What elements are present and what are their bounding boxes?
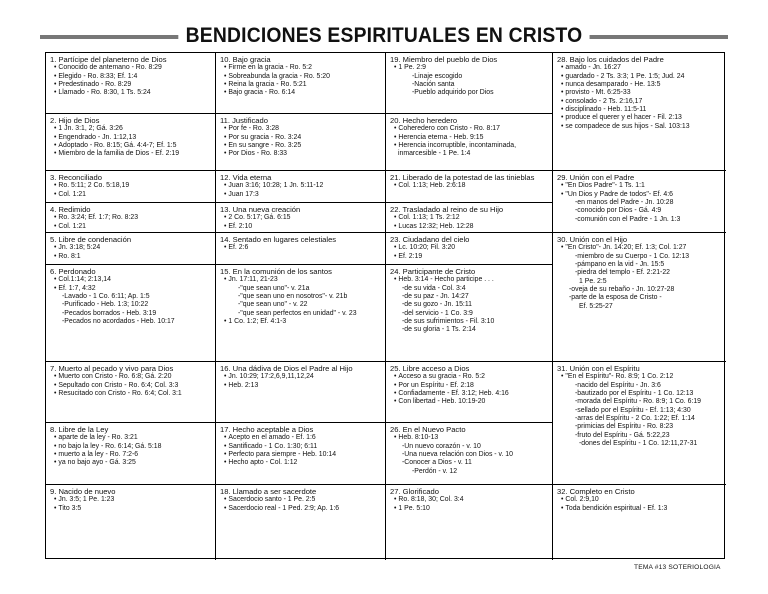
- reference-line: • 2 Co. 5:17; Gá. 6:15: [220, 214, 382, 222]
- reference-line: • Col. 2:9,10: [557, 496, 723, 504]
- blessing-cell: [553, 362, 726, 485]
- reference-line: • Predestinado - Ro. 8:29: [50, 81, 212, 89]
- reference-line: • Acepto en el amado - Ef. 1:6: [220, 434, 382, 442]
- reference-line: • nunca desamparado - He. 13:5: [557, 81, 723, 89]
- blessing-cell: [553, 233, 726, 362]
- blessing-cell: [386, 171, 553, 203]
- blessing-cell: [216, 485, 386, 560]
- reference-line: • Firme en la gracia - Ro. 5:2: [220, 64, 382, 72]
- blessing-title: 19. Miembro del pueblo de Dios: [390, 55, 498, 64]
- reference-line: -bautizado por el Espíritu - 1 Co. 12:13: [575, 389, 694, 397]
- blessing-cell: [386, 362, 553, 423]
- blessing-cell: [216, 53, 386, 114]
- reference-line: • Adoptado - Ro. 8:15; Gá. 4:4-7; Ef. 1:5: [50, 142, 212, 150]
- reference-line: • 1 Pe. 5:10: [390, 505, 549, 513]
- reference-line: -Conocer a Dios - v. 11: [402, 459, 472, 467]
- blessing-title: 24. Participante de Cristo: [390, 267, 476, 276]
- blessing-title: 27. Glorificado: [390, 487, 439, 496]
- blessing-cell: [216, 362, 386, 423]
- blessing-title: 2. Hijo de Dios: [50, 116, 100, 125]
- blessing-title: 20. Hecho heredero: [390, 116, 458, 125]
- reference-line: • "En Dios Padre"- 1 Ts. 1:1: [557, 182, 723, 190]
- reference-line: • Toda bendición espiritual - Ef. 1:3: [557, 505, 723, 513]
- reference-line: • Santificado - 1 Co. 1:30; 6:11: [220, 443, 382, 451]
- blessing-cell: [46, 53, 216, 114]
- blessing-title: 5. Libre de condenación: [50, 235, 132, 244]
- reference-line: -Un nuevo corazón - v. 10: [402, 442, 481, 450]
- blessing-title: 18. Llamado a ser sacerdote: [220, 487, 317, 496]
- reference-line: -Una nueva relación con Dios - v. 10: [402, 450, 513, 458]
- blessing-title: 8. Libre de la Ley: [50, 425, 109, 434]
- reference-line: • Llamado - Ro. 8:30, 1 Ts. 5:24: [50, 89, 212, 97]
- reference-line: • consolado - 2 Ts. 2:16,17: [557, 98, 723, 106]
- reference-line: -Lavado - 1 Co. 6:11; Ap. 1:5: [62, 292, 150, 300]
- blessing-cell: [553, 171, 726, 233]
- blessing-cell: [216, 203, 386, 233]
- reference-line: • Col.1:14; 2:13,14: [50, 276, 212, 284]
- reference-line: • Col. 1:21: [50, 191, 212, 199]
- blessing-cell: [216, 265, 386, 362]
- reference-line: • se compadece de sus hijos - Sal. 103:13: [557, 123, 723, 131]
- reference-line: • Bajo gracia - Ro. 6:14: [220, 89, 382, 97]
- reference-line: -de sus sufrimientos - Fil. 3:10: [402, 317, 495, 325]
- blessing-title: 25. Libre acceso a Dios: [390, 364, 470, 373]
- blessing-cell: [386, 265, 553, 362]
- blessing-title: 23. Ciudadano del cielo: [390, 235, 470, 244]
- reference-line: • Tito 3:5: [50, 505, 212, 513]
- reference-line: • Jn. 17:11, 21-23: [220, 276, 382, 284]
- reference-line: -Pecados borrados - Heb. 3:19: [62, 309, 157, 317]
- blessing-title: 10. Bajo gracia: [220, 55, 271, 64]
- blessing-title: 14. Sentado en lugares celestiales: [220, 235, 337, 244]
- reference-line: • Resucitado con Cristo - Ro. 6:4; Col. 3:1: [50, 390, 212, 398]
- reference-line: -"que sean perfectos en unidad" - v. 23: [238, 309, 357, 317]
- blessing-cell: [386, 233, 553, 265]
- blessing-cell: [46, 171, 216, 203]
- blessing-title: 22. Trasladado al reino de su Hijo: [390, 205, 504, 214]
- page-title: BENDICIONES ESPIRITUALES EN CRISTO: [178, 24, 589, 48]
- reference-line: • Sacerdocio real - 1 Ped. 2:9; Ap. 1:6: [220, 505, 382, 513]
- reference-line: • 1 Co. 1:2; Ef. 4:1-3: [220, 318, 382, 326]
- reference-line: • 1 Pe. 2:9: [390, 64, 549, 72]
- reference-line: -de su paz - Jn. 14:27: [402, 292, 469, 300]
- reference-line: • Ro. 5:11; 2 Co. 5:18,19: [50, 182, 212, 190]
- reference-line: -pámpano en la vid - Jn. 15:5: [575, 260, 665, 268]
- blessing-cell: [46, 485, 216, 560]
- reference-line: • no bajo la ley - Ro. 6:14; Gá. 5:18: [50, 443, 212, 451]
- reference-line: Ef. 5:25-27: [579, 302, 613, 310]
- blessing-cell: [386, 423, 553, 485]
- blessing-title: 15. En la comunión de los santos: [220, 267, 332, 276]
- reference-line: • Juan 17:3: [220, 191, 382, 199]
- reference-line: • Acceso a su gracia - Ro. 5:2: [390, 373, 549, 381]
- reference-line: • Juan 3:16; 10:28; 1 Jn. 5:11-12: [220, 182, 382, 190]
- reference-line: • "En Cristo"- Jn. 14:20; Ef. 1:3; Col. 1:27: [557, 244, 723, 252]
- reference-line: -piedra del templo - Ef. 2:21-22: [575, 269, 670, 277]
- reference-line: • Con libertad - Heb. 10:19-20: [390, 398, 549, 406]
- blessing-cell: [386, 203, 553, 233]
- reference-line: -"que sean uno en nosotros"- v. 21b: [238, 292, 348, 300]
- blessing-cell: [46, 233, 216, 265]
- blessing-title: 21. Liberado de la potestad de las tinieblas: [390, 173, 535, 182]
- reference-line: • Jn. 10:29; 17:2,6,9,11,12,24: [220, 373, 382, 381]
- reference-line: • Por Dios - Ro. 8:33: [220, 150, 382, 158]
- reference-line: -"que sean uno" - v. 22: [238, 301, 308, 309]
- reference-line: • Muerto con Cristo - Ro. 6:8; Gá. 2:20: [50, 373, 212, 381]
- reference-line: -conocido por Dios - Gá. 4:9: [575, 207, 662, 215]
- reference-line: -primicias del Espíritu - Ro. 8:23: [575, 423, 674, 431]
- reference-line: • Por su gracia - Ro. 3:24: [220, 134, 382, 142]
- blessing-cell: [46, 362, 216, 423]
- reference-line: • amado - Jn. 16:27: [557, 64, 723, 72]
- reference-line: -nacido del Espíritu - Jn. 3:6: [575, 381, 661, 389]
- reference-line: • Ro. 8:1: [50, 253, 212, 261]
- blessing-cell: [46, 423, 216, 485]
- reference-line: • Reina la gracia - Ro. 5:21: [220, 81, 382, 89]
- reference-line: • "Un Dios y Padre de todos"- Ef. 4:6: [557, 191, 723, 199]
- reference-line: • Ef. 2:6: [220, 244, 382, 252]
- blessing-cell: [553, 53, 726, 171]
- reference-line: • Perfecto para siempre - Heb. 10:14: [220, 451, 382, 459]
- reference-line: • Por un Espíritu - Ef. 2:18: [390, 382, 549, 390]
- blessing-title: 30. Unión con el Hijo: [557, 235, 628, 244]
- reference-line: • Heb. 8:10-13: [390, 434, 549, 442]
- blessing-title: 13. Una nueva creación: [220, 205, 301, 214]
- reference-line: • Col. 1:21: [50, 223, 212, 231]
- reference-line: • produce el querer y el hacer - Fil. 2:13: [557, 114, 723, 122]
- reference-line: -comunión con el Padre - 1 Jn. 1:3: [575, 215, 681, 223]
- reference-line: • Ef. 1:7, 4:32: [50, 285, 212, 293]
- reference-line: -Purificado - Heb. 1:3; 10:22: [62, 301, 149, 309]
- reference-line: -dones del Espíritu - 1 Co. 12:11,27-31: [579, 439, 698, 447]
- reference-line: • En su sangre - Ro. 3:25: [220, 142, 382, 150]
- footer-label: TEMA #13 SOTERIOLOGIA: [634, 564, 721, 571]
- blessing-title: 6. Perdonado: [50, 267, 96, 276]
- blessings-table: [45, 52, 725, 559]
- reference-line: • Miembro de la familia de Dios - Ef. 2:19: [50, 150, 212, 158]
- reference-line: -Pecados no acordados - Heb. 10:17: [62, 317, 175, 325]
- reference-line: -morada del Espíritu - Ro. 8:9; 1 Co. 6:19: [575, 398, 702, 406]
- blessing-cell: [46, 114, 216, 171]
- blessing-cell: [386, 114, 553, 171]
- reference-line: -oveja de su rebaño - Jn. 10:27-28: [569, 285, 675, 293]
- reference-line: -del servicio - 1 Co. 3:9: [402, 309, 473, 317]
- blessing-title: 1. Partícipe del planeterno de Dios: [50, 55, 167, 64]
- reference-line: -Pueblo adquirido por Dios: [412, 89, 494, 97]
- blessing-cell: [386, 53, 553, 114]
- reference-line: -arras del Espíritu - 2 Co. 1:22; Ef. 1:14: [575, 414, 695, 422]
- reference-line: • Sepultado con Cristo - Ro. 6:4; Col. 3:3: [50, 382, 212, 390]
- blessing-title: 29. Unión con el Padre: [557, 173, 635, 182]
- reference-line: • Ef. 2:19: [390, 253, 549, 261]
- reference-line: • Ro. 8:18, 30; Col. 3:4: [390, 496, 549, 504]
- reference-line: -"que sean uno"- v. 21a: [238, 284, 310, 292]
- blessing-cell: [216, 233, 386, 265]
- blessing-title: 9. Nacido de nuevo: [50, 487, 116, 496]
- reference-line: -Linaje escogido: [412, 72, 463, 80]
- reference-line: • ya no bajo ayo - Gá. 3:25: [50, 459, 212, 467]
- reference-line: • Engendrado - Jn. 1:12,13: [50, 134, 212, 142]
- blessing-title: 26. En el Nuevo Pacto: [390, 425, 466, 434]
- blessing-cell: [216, 423, 386, 485]
- reference-line: • Herencia incorruptible, incontaminada,: [390, 142, 549, 150]
- reference-line: • Conocido de antemano - Ro. 8:29: [50, 64, 212, 72]
- blessing-cell: [216, 114, 386, 171]
- blessing-title: 3. Reconciliado: [50, 173, 102, 182]
- reference-line: • Ef. 2:10: [220, 223, 382, 231]
- reference-line: • "En el Espíritu"- Ro. 8:9; 1 Co. 2:12: [557, 373, 723, 381]
- blessing-title: 17. Hecho aceptable a Dios: [220, 425, 314, 434]
- blessing-title: 7. Muerto al pecado y vivo para Dios: [50, 364, 174, 373]
- reference-line: • Col. 1:13; Heb. 2:6:18: [390, 182, 549, 190]
- reference-line: • aparte de la ley - Ro. 3:21: [50, 434, 212, 442]
- reference-line: • Confiadamente - Ef. 3:12; Heb. 4:16: [390, 390, 549, 398]
- reference-line: • Heb. 2:13: [220, 382, 382, 390]
- blessing-cell: [46, 265, 216, 362]
- reference-line: • Sacerdocio santo - 1 Pe. 2:5: [220, 496, 382, 504]
- reference-line: • Heb. 3:14 - Hecho participe . . .: [390, 276, 549, 284]
- blessing-title: 32. Completo en Cristo: [557, 487, 635, 496]
- reference-line: • Jn. 3:5; 1 Pe. 1:23: [50, 496, 212, 504]
- title-banner: [40, 24, 728, 48]
- blessing-title: 16. Una dádiva de Dios el Padre al Hijo: [220, 364, 353, 373]
- reference-line: -de su gloria - 1 Ts. 2:14: [402, 326, 476, 334]
- reference-line: • Col. 1:13; 1 Ts. 2:12: [390, 214, 549, 222]
- reference-line: • muerto a la ley - Ro. 7:2-6: [50, 451, 212, 459]
- reference-line: • guardado - 2 Ts. 3:3; 1 Pe. 1:5; Jud. 24: [557, 73, 723, 81]
- blessing-cell: [553, 485, 726, 560]
- reference-line: • Lucas 12:32; Heb. 12:28: [390, 223, 549, 231]
- reference-line: -Perdón - v. 12: [412, 467, 458, 475]
- reference-line: • Hecho apto - Col. 1:12: [220, 459, 382, 467]
- reference-line: • Jn. 3:18; 5:24: [50, 244, 212, 252]
- reference-line: • disciplinado - Heb. 11:5-11: [557, 106, 723, 114]
- reference-line: -de su vida - Col. 3:4: [402, 284, 466, 292]
- reference-line: inmarcesible - 1 Pe. 1:4: [398, 150, 471, 158]
- reference-line: -Nación santa: [412, 80, 455, 88]
- reference-line: • Coheredero con Cristo - Ro. 8:17: [390, 125, 549, 133]
- blessing-cell: [46, 203, 216, 233]
- reference-line: • Sobreabunda la gracia - Ro. 5:20: [220, 73, 382, 81]
- blessing-title: 12. Vida eterna: [220, 173, 272, 182]
- blessing-title: 4. Redimido: [50, 205, 91, 214]
- reference-line: -sellado por el Espíritu - Ef. 1:13; 4:30: [575, 406, 691, 414]
- blessing-title: 31. Unión con el Espíritu: [557, 364, 640, 373]
- reference-line: -fruto del Espíritu - Gá. 5:22,23: [575, 431, 670, 439]
- reference-line: • 1 Jn. 3:1, 2; Gá. 3:26: [50, 125, 212, 133]
- reference-line: • provisto - Mt. 6:25-33: [557, 89, 723, 97]
- blessing-title: 11. Justificado: [220, 116, 268, 125]
- reference-line: • Herencia eterna - Heb. 9:15: [390, 134, 549, 142]
- reference-line: -en manos del Padre - Jn. 10:28: [575, 198, 674, 206]
- reference-line: • Lc. 10:20; Fil. 3:20: [390, 244, 549, 252]
- reference-line: -miembro de su Cuerpo - 1 Co. 12:13: [575, 252, 690, 260]
- reference-line: 1 Pe. 2:5: [579, 277, 607, 285]
- reference-line: • Por fe - Ro. 3:28: [220, 125, 382, 133]
- reference-line: • Elegido - Ro. 8:33; Ef. 1:4: [50, 73, 212, 81]
- blessing-cell: [386, 485, 553, 560]
- reference-line: -parte de la esposa de Cristo -: [569, 294, 662, 302]
- blessing-cell: [216, 171, 386, 203]
- reference-line: -de su gozo - Jn. 15:11: [402, 301, 472, 309]
- reference-line: • Ro. 3:24; Ef. 1:7; Ro. 8:23: [50, 214, 212, 222]
- blessing-title: 28. Bajo los cuidados del Padre: [557, 55, 664, 64]
